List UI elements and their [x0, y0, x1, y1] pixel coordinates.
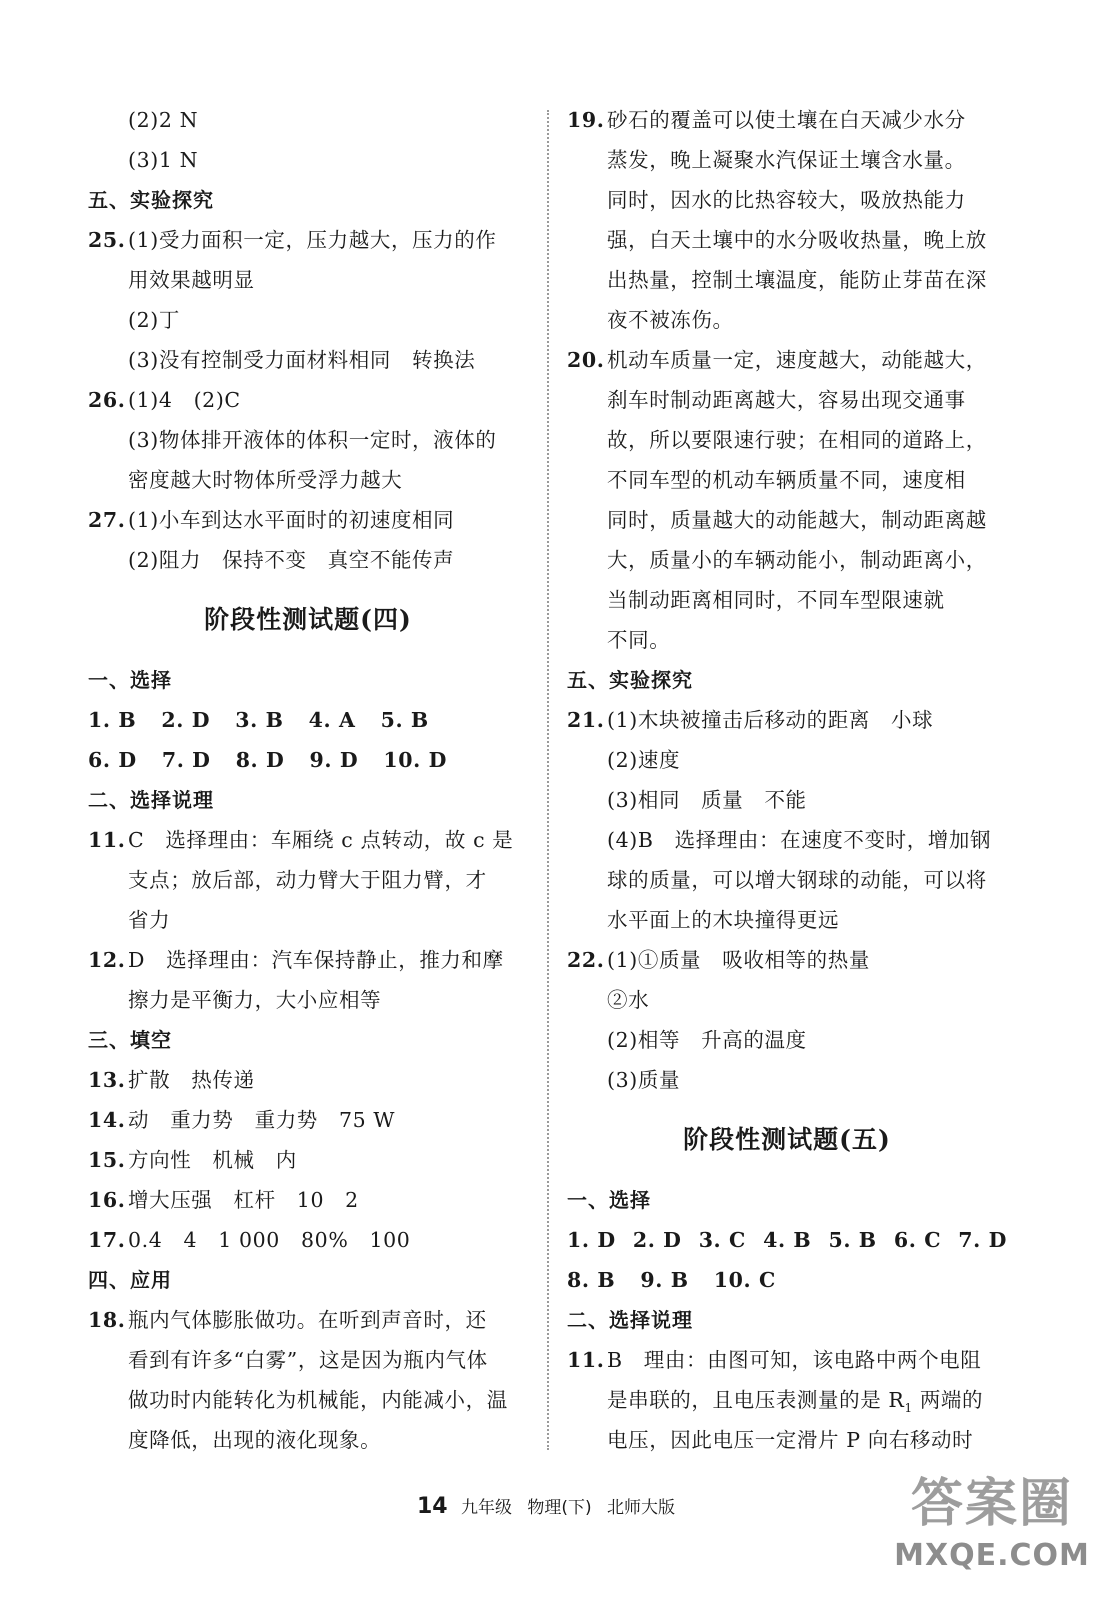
answer-line: 电压，因此电压一定滑片 P 向右移动时 [607, 1428, 974, 1452]
answer-line: 球的质量，可以增大钢球的动能，可以将 [607, 868, 987, 892]
choice-answer: 8. D [235, 748, 285, 772]
answer-text: 是串联的，且电压表测量的是 R [607, 1388, 905, 1412]
answer-text: 方向性 机械 内 [128, 1148, 297, 1172]
answer-text: 砂石的覆盖可以使土壤在白天减少水分 [607, 108, 966, 132]
choice-answer: 5. B [380, 708, 429, 732]
section-heading: 二、选择说理 [88, 788, 214, 812]
question-number: 15. [88, 1148, 126, 1172]
answer-line: 水平面上的木块撞得更远 [607, 908, 840, 932]
answer-line: 夜不被冻伤。 [607, 308, 734, 332]
answer-text: 增大压强 杠杆 10 2 [128, 1188, 359, 1212]
answer-text: 扩散 热传递 [128, 1068, 255, 1092]
answer-line: 蒸发，晚上凝聚水汽保证土壤含水量。 [607, 148, 966, 172]
choice-answer: 4. A [308, 708, 356, 732]
question-number: 22. [567, 948, 605, 972]
answer-line: (2)2 N [128, 108, 199, 132]
answer-line: 同时，质量越大的动能越大，制动距离越 [607, 508, 987, 532]
choice-answer: 5. B [828, 1228, 877, 1252]
answer-line: 度降低，出现的液化现象。 [128, 1428, 382, 1452]
choice-answer: 7. D [958, 1228, 1007, 1252]
answer-line: 用效果越明显 [128, 268, 255, 292]
answer-line [567, 1380, 1007, 1420]
answer-line: (3)相同 质量 不能 [607, 788, 807, 812]
question-number: 17. [88, 1228, 126, 1252]
choice-answer: 9. D [309, 748, 359, 772]
question-number: 11. [88, 828, 126, 852]
answer-text: (1)木块被撞击后移动的距离 小球 [607, 708, 934, 732]
choice-answer: 1. D [567, 1228, 616, 1252]
answer-line: (3)质量 [607, 1068, 681, 1092]
answer-text: 两端的 [912, 1388, 984, 1412]
footer-subject: 物理(下) [527, 1498, 592, 1518]
test-title: 阶段性测试题(五) [683, 1125, 891, 1154]
answer-line: 密度越大时物体所受浮力越大 [128, 468, 403, 492]
question-number: 14. [88, 1108, 126, 1132]
question-number: 21. [567, 708, 605, 732]
section-heading: 四、应用 [88, 1268, 172, 1292]
test-title: 阶段性测试题(四) [204, 605, 412, 634]
answer-text: (1)4 (2)C [128, 388, 241, 412]
question-number: 20. [567, 348, 605, 372]
choice-answer: 3. C [698, 1228, 746, 1252]
question-number: 25. [88, 228, 126, 252]
answer-text: 0.4 4 1 000 80% 100 [128, 1228, 411, 1252]
watermark-logo [892, 1470, 1092, 1592]
answer-line: 不同。 [607, 628, 671, 652]
answer-line: (4)B 选择理由：在速度不变时，增加钢 [607, 828, 992, 852]
section-heading: 三、填空 [88, 1028, 172, 1052]
choice-answer: 2. D [161, 708, 211, 732]
watermark-url: MXQE.COM [894, 1538, 1090, 1573]
answer-line: 刹车时制动距离越大，容易出现交通事 [607, 388, 966, 412]
answer-line: 不同车型的机动车辆质量不同，速度相 [607, 468, 966, 492]
choice-answer: 2. D [632, 1228, 682, 1252]
answer-text: (1)小车到达水平面时的初速度相同 [128, 508, 455, 532]
answer-line: 做功时内能转化为机械能，内能减小，温 [128, 1388, 508, 1412]
right-column [567, 100, 1007, 1460]
question-number: 12. [88, 948, 126, 972]
answer-text: 动 重力势 重力势 75 W [128, 1108, 396, 1132]
choice-answer: 10. C [713, 1268, 776, 1292]
answer-line: (2)速度 [607, 748, 681, 772]
answer-line: (2)相等 升高的温度 [607, 1028, 807, 1052]
choice-answer: 9. B [640, 1268, 689, 1292]
choice-row [567, 1220, 1007, 1260]
choice-answer: 10. D [383, 748, 447, 772]
column-divider [547, 110, 549, 1450]
question-number: 26. [88, 388, 126, 412]
section-heading: 二、选择说理 [567, 1308, 693, 1332]
question-number: 27. [88, 508, 126, 532]
choice-answer: 1. B [88, 708, 137, 732]
question-number: 13. [88, 1068, 126, 1092]
answer-line: (3)物体排开液体的体积一定时，液体的 [128, 428, 497, 452]
answer-line: (3)没有控制受力面材料相同 转换法 [128, 348, 476, 372]
choice-answer: 6. C [893, 1228, 942, 1252]
answer-text: 瓶内气体膨胀做功。在听到声音时，还 [128, 1308, 487, 1332]
section-heading: 一、选择 [567, 1188, 651, 1212]
answer-line: 出热量，控制土壤温度，能防止芽苗在深 [607, 268, 987, 292]
subscript: 1 [904, 1401, 913, 1416]
answer-line: 擦力是平衡力，大小应相等 [128, 988, 382, 1012]
choice-answer: 6. D [88, 748, 137, 772]
answer-text: (1)受力面积一定，压力越大，压力的作 [128, 228, 497, 252]
answer-text: 机动车质量一定，速度越大，动能越大， [607, 348, 987, 372]
choice-answer: 4. B [763, 1228, 812, 1252]
left-column [88, 100, 528, 1460]
section-heading: 五、实验探究 [567, 668, 693, 692]
question-number: 19. [567, 108, 605, 132]
choice-answer: 7. D [161, 748, 211, 772]
answer-text: (1)①质量 吸收相等的热量 [607, 948, 870, 972]
answer-line: (3)1 N [128, 148, 199, 172]
section-heading: 五、实验探究 [88, 188, 214, 212]
answer-text: D 选择理由：汽车保持静止，推力和摩 [128, 948, 504, 972]
choice-answer: 3. B [235, 708, 284, 732]
answer-line: 强，白天土壤中的水分吸收热量，晚上放 [607, 228, 987, 252]
page-number: 14 [416, 1494, 448, 1519]
answer-line: 看到有许多“白雾”，这是因为瓶内气体 [128, 1348, 488, 1372]
answer-line: ②水 [607, 988, 650, 1012]
choice-row [567, 1260, 1007, 1300]
choice-row [88, 700, 528, 740]
answer-line: 当制动距离相同时，不同车型限速就 [607, 588, 945, 612]
answer-line: 大，质量小的车辆动能小，制动距离小， [607, 548, 987, 572]
answer-text: B 理由：由图可知，该电路中两个电阻 [607, 1348, 982, 1372]
footer-grade: 九年级 [460, 1498, 512, 1518]
choice-answer: 8. B [567, 1268, 616, 1292]
answer-line: 省力 [128, 908, 171, 932]
question-number: 11. [567, 1348, 605, 1372]
answer-line: 同时，因水的比热容较大，吸放热能力 [607, 188, 966, 212]
choice-row [88, 740, 528, 780]
answer-line: 故，所以要限速行驶；在相同的道路上， [607, 428, 987, 452]
answer-line: (2)丁 [128, 308, 180, 332]
answer-line: (2)阻力 保持不变 真空不能传声 [128, 548, 455, 572]
answer-line: 支点；放后部，动力臂大于阻力臂，才 [128, 868, 487, 892]
answer-text: C 选择理由：车厢绕 c 点转动，故 c 是 [128, 828, 514, 852]
footer-edition: 北师大版 [607, 1498, 676, 1518]
section-heading: 一、选择 [88, 668, 172, 692]
question-number: 18. [88, 1308, 126, 1332]
watermark-text: 答案圈 [910, 1474, 1073, 1534]
question-number: 16. [88, 1188, 126, 1212]
